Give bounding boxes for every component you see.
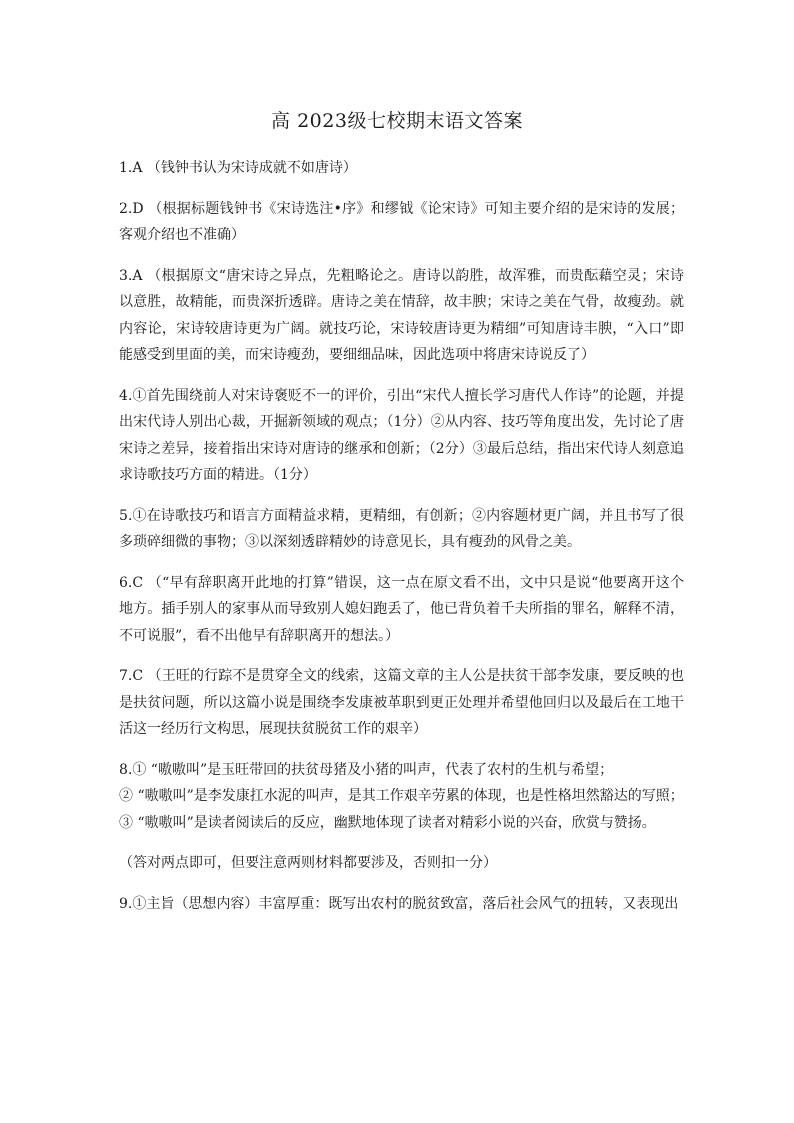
answer-5: 5.①在诗歌技巧和语言方面精益求精，更精细，有创新；②内容题材更广阔，并且书写了很多琐碎细微的事物；③以深刻透辟精妙的诗意见长，具有瘦劲的风骨之美。 bbox=[119, 507, 684, 550]
answer-2: 2.D （根据标题钱钟书《宋诗选注•序》和缪钺《论宋诗》可知主要介绍的是宋诗的发展；客观介绍也不准确） bbox=[119, 200, 684, 243]
answer-6: 6.C （“早有辞职离开此地的打算”错误，这一点在原文看不出，文中只是说“他要离开这个地方。插手别人的家事从而导致别人媳妇跑丢了，他已背负着千夫所指的罪名，解释不清，不可说服”，看不出他早有辞职离开的想法。） bbox=[119, 574, 684, 644]
answer-8-point-3: ③ “嗷嗷叫”是读者阅读后的反应，幽默地体现了读者对精彩小说的兴奋，欣赏与赞扬。 bbox=[119, 814, 656, 831]
answer-8-point-2: ② “嗷嗷叫”是李发康扛水泥的叫声，是其工作艰辛劳累的体现，也是性格坦然豁达的写照； bbox=[119, 788, 684, 804]
document-title: 高 2023级七校期末语文答案 bbox=[271, 110, 523, 132]
answer-8-point-1: 8.① “嗷嗷叫”是玉旺带回的扶贫母猪及小猪的叫声，代表了农村的生机与希望； bbox=[119, 761, 614, 778]
answer-7: 7.C （王旺的行踪不是贯穿全文的线索，这篇文章的主人公是扶贫干部李发康，要反映的也是扶贫问题，所以这篇小说是围绕李发康被革职到更正处理并希望他回归以及最后在工地干活这一经历行文构思，展现扶贫脱贫工作的艰辛） bbox=[119, 668, 684, 737]
answer-9: 9.①主旨（思想内容）丰富厚重：既写出农村的脱贫致富，落后社会风气的扭转，又表现出 bbox=[119, 895, 679, 912]
answer-4: 4.①首先围绕前人对宋诗褒贬不一的评价，引出“宋代人擅长学习唐代人作诗”的论题，并提出宋代诗人别出心裁，开掘新领域的观点；（1分）②从内容、技巧等角度出发，先讨论了唐宋诗之差异，接着指出宋诗对唐诗的继承和创新；（2分）③最后总结，指出宋代诗人刻意追求诗歌技巧方面的精进。（1分） bbox=[119, 387, 684, 483]
answer-1: 1.A （钱钟书认为宋诗成就不如唐诗） bbox=[119, 160, 357, 176]
answer-8-note: （答对两点即可，但要注意两则材料都要涉及，否则扣一分） bbox=[119, 855, 497, 871]
answer-body bbox=[119, 155, 684, 931]
answer-3: 3.A （根据原文“唐宋诗之异点，先粗略论之。唐诗以韵胜，故浑雅，而贵酝藉空灵；宋诗以意胜，故精能，而贵深折透辟。唐诗之美在情辞，故丰腴；宋诗之美在气骨，故瘦劲。就内容论，宋诗较唐诗更为广阔。就技巧论，宋诗较唐诗更为精细”可知唐诗丰腴，“入口”即能感受到里面的美，而宋诗瘦劲，要细细品味，因此选项中将唐宋诗说反了） bbox=[119, 267, 684, 363]
